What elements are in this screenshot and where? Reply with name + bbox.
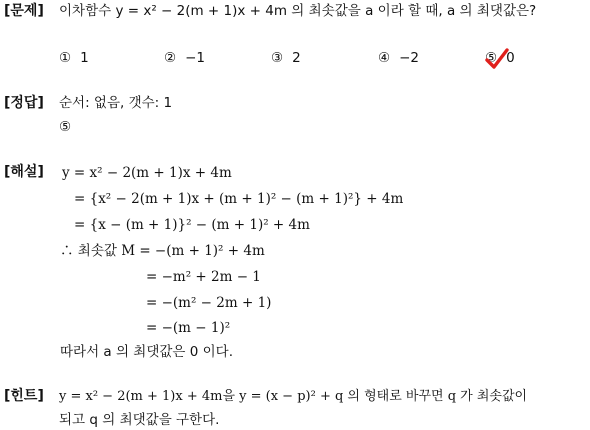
explanation-tag: [해설] <box>4 164 44 180</box>
choice-3-number: ③ <box>271 50 284 66</box>
explanation-line-4: ∴ 최솟값 M = −(m + 1)² + 4m <box>60 243 265 259</box>
answer-tag: [정답] <box>4 95 44 111</box>
problem-tag: [문제] <box>4 3 44 19</box>
choice-2-number: ② <box>164 50 177 66</box>
checkmark-icon <box>485 48 509 70</box>
hint-line-2: 되고 q 의 최댓값을 구한다. <box>59 412 220 428</box>
explanation-line-1: y = x² − 2(m + 1)x + 4m <box>62 165 232 181</box>
explanation-line-6: = −(m² − 2m + 1) <box>146 295 272 311</box>
choice-2[interactable] <box>164 52 205 66</box>
choice-4[interactable] <box>378 52 419 66</box>
choice-4-number: ④ <box>378 50 391 66</box>
choice-3[interactable] <box>271 52 301 66</box>
choice-1-number: ① <box>59 50 72 66</box>
choice-2-value: −1 <box>185 50 206 66</box>
choice-1-value: 1 <box>80 50 89 66</box>
answer-summary: 순서: 없음, 갯수: 1 <box>59 95 173 111</box>
explanation-line-3: = {x − (m + 1)}² − (m + 1)² + 4m <box>74 217 310 233</box>
hint-line-1: y = x² − 2(m + 1)x + 4m을 y = (x − p)² + q 의 형태로 바꾸면 q 가 최솟값이 <box>59 389 528 404</box>
choice-5-value: 0 <box>506 50 515 66</box>
choice-4-value: −2 <box>399 50 420 66</box>
answer-choice: ⑤ <box>59 119 72 135</box>
question-text: 이차함수 y = x² − 2(m + 1)x + 4m 의 최솟값을 a 이라 할 때, a 의 최댓값은? <box>59 3 537 19</box>
explanation-line-7: = −(m − 1)² <box>146 320 231 336</box>
explanation-conclusion: 따라서 a 의 최댓값은 0 이다. <box>60 344 234 360</box>
choice-3-value: 2 <box>292 50 301 66</box>
explanation-line-5: = −m² + 2m − 1 <box>146 269 261 285</box>
explanation-line-2: = {x² − 2(m + 1)x + (m + 1)² − (m + 1)²} + 4m <box>74 191 404 207</box>
hint-tag: [힌트] <box>4 388 44 404</box>
choice-1[interactable] <box>59 52 89 66</box>
choice-5-number: ⑤ <box>485 50 498 66</box>
